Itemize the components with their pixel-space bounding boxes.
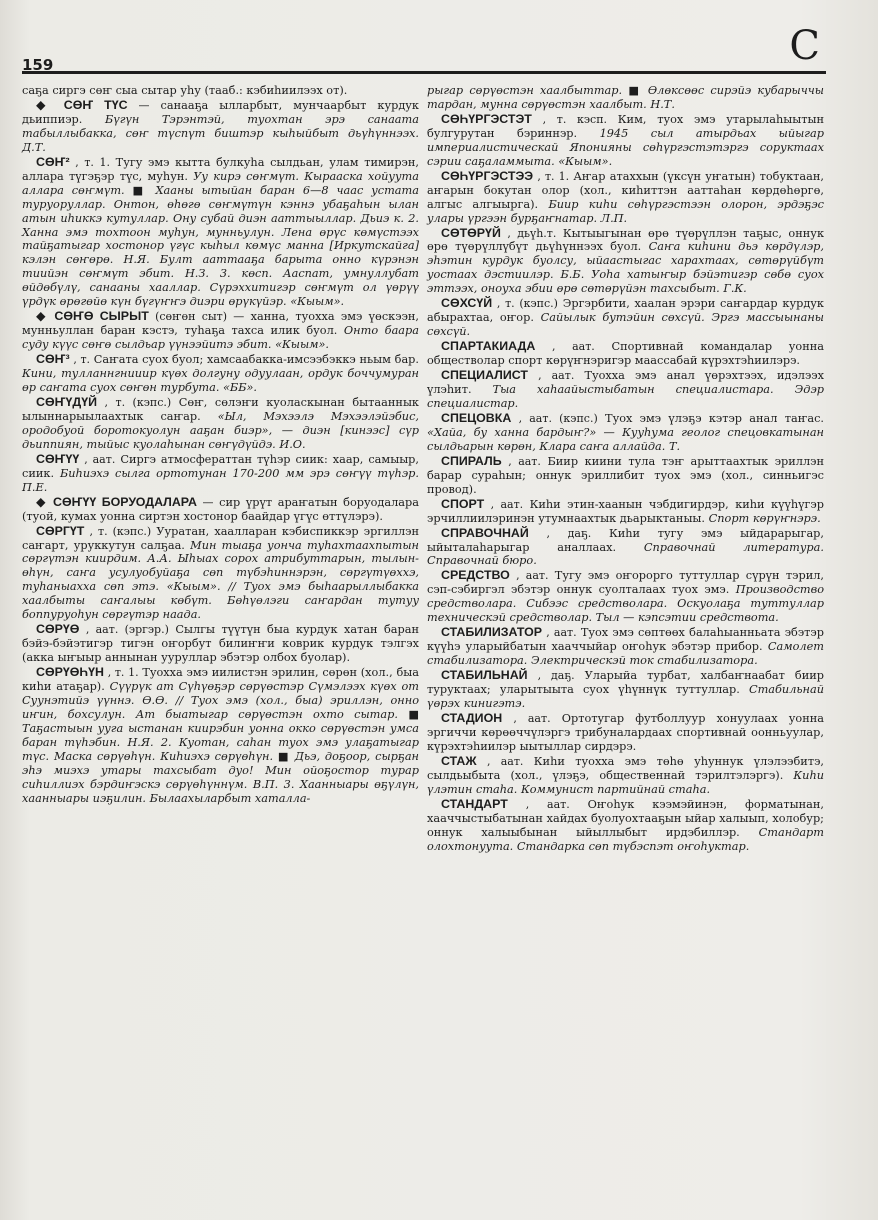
entry-definition: Ууратан, хаалларан кэбиспиккэр эргиллэн саҥарт, уруккутун салҕаа.: [22, 524, 419, 552]
dictionary-entry: [427, 498, 824, 526]
entry-definition: Уларыйа турбат, халбаҥнаабат биир туруктаах; уларытыыта суох үһүннүк туттуллар.: [427, 669, 825, 697]
entry-definition: Оҥоһук кээмэйинэн, форматынан, хааччыстыбатынан хайдах буолуохтааҕын ыйар халыып, холобур; оннук халыыбынан ыйыллыбыт ирдэбиллэр.: [427, 797, 825, 839]
entry-example: Тыа хаһаайыстыбатын специалистара. Эдэр специалистар.: [427, 383, 825, 410]
entry-headword: СӨҤҮДҮЙ: [36, 394, 97, 409]
entry-example: Биһиэхэ сылга ортотунан 170-200 мм эрэ сөҥүү түһэр. П.Е.: [22, 466, 419, 494]
entry-grammar: , т.: [73, 353, 91, 367]
entry-definition: Сөҥ, сөлэҥи куоласкынан бытааннык ылыннарыылаахтык саҥар.: [22, 395, 419, 423]
dictionary-entry: [427, 369, 824, 411]
entry-definition: Туох эмэ үлэҕэ кэтэр анал таҥас.: [605, 411, 825, 425]
entry-headword: СТАЖ: [441, 753, 477, 768]
entry-definition: Саҥата суох буол; хамсаабакка-имсээбэккэ ньым бар.: [93, 353, 420, 367]
dictionary-entry: [22, 453, 419, 495]
entry-example: Биир киһи сөһүргэстээн олорон, эрдэҕэс улары үргээн бурҕаҥнатар. Л.П.: [427, 197, 824, 225]
entry-example: Сүүрүк ат Сүһүөҕэр сөрүөстэр Сүмэлээх күөх от Суунэтийэ үүннэ. Ө.Ө. // Туох эмэ (хол., быа) эриллэн, онно иҥин, бохсулун. Ат быатыгар сөрүөстэн охто сытар. ■ Таҕастыын ууга ыстанан киирэбин уонна окко сөрүөстэн умса баран түһэбин. Н.Я. 2. Куотан, саһан туох эмэ улаҕатыгар түс. Маска сөрүөһүн. Киһиэхэ сөрүөһүн. ■ Дьэ, доҕоор, сырҕан эһэ миэхэ утары тахсыбат дуо! Мин ойоҕостор турар сиһиллиэх бэрдиҥэскэ сөрүөһүннүм. В.П. 3. Хаанныары өҕүлүн, хаанныары иэҕилин. Былаахыларбыт хаталла-: [22, 680, 419, 805]
entry-grammar: , т. кэсп.: [542, 112, 608, 126]
entry-example: Бүгүн Тэрэнтэй, туохтан эрэ санаата табыллыбакка, сөҥ түспүт биштэр кыһыйбыт дьүһүннээх. Д.Т.: [22, 112, 419, 154]
entry-example: Кини, тулланнгнииир күөх долгуну одуулаан, ордук боччумуран өр саҥата суох сөҥөн турбута. «ББ».: [22, 367, 419, 395]
dictionary-entry: [22, 396, 419, 452]
entry-grammar: , т. 1.: [75, 155, 110, 169]
entry-headword: СӨҤҮҮ: [36, 451, 80, 466]
entry-grammar: , аат. (кэпс.): [518, 411, 598, 425]
entry-grammar: (сөҥөн сыт) —: [155, 310, 245, 324]
entry-headword: СТАНДАРТ: [441, 796, 508, 811]
entry-definition: Туохха эмэ иилистэн эрилин, сөрөн (хол., быа киһи атаҕар).: [22, 666, 419, 694]
entry-grammar: , т. 1.: [107, 666, 139, 680]
dictionary-entry: [22, 353, 419, 395]
entry-grammar: , аат.: [486, 754, 524, 768]
entry-grammar: , аат. (эргэр.): [85, 623, 169, 637]
entry-grammar: —: [202, 495, 214, 509]
entry-definition: ханна, туохха эмэ үөскээн, мунньуллан баран кэстэ, туһаҕа тахса илик буол.: [22, 310, 420, 338]
entry-definition: Аҥар атаххын (үксүн уҥатын) тобуктаан, аҥарын бокутан олор (хол., киһиттэн ааттаһан көрдөһөргө, алгыс алгыырга).: [427, 169, 825, 211]
entry-headword: СПЕЦОВКА: [441, 410, 512, 425]
entry-headword: СӨҤ²: [36, 154, 70, 169]
entry-example: Спорт көрүҥнэрэ.: [708, 511, 821, 525]
page-number: 159: [22, 56, 54, 74]
section-letter: С: [789, 23, 820, 69]
dictionary-entry: [22, 84, 419, 98]
dictionary-entry: [22, 496, 419, 524]
dictionary-entry: [427, 712, 824, 754]
entry-headword: ◆ СӨҤ ТҮС: [36, 97, 128, 112]
entry-headword: СӨТӨРҮЙ: [441, 225, 501, 240]
dictionary-entry: [427, 755, 824, 797]
entry-example: Саҥа киһини дьэ көрдүлэр, эһэтин курдук буолсу, ыйааcтыгас харахтаах, сөтөрүйбүт уостаах дэстиилэр. Б.Б. Уоһа хатыҥыр бэйэтигэр сөбө суох эттээх, оноуха эбии өрө сөтөрүйэн тахсыбыт. Г.К.: [427, 240, 824, 296]
entry-headword: ◆ СӨҤҮҮ БОРУОДАЛАРА: [36, 494, 197, 509]
entry-grammar: , аат.: [525, 797, 570, 811]
entry-definition: санааҕа ылларбыт, мунчаарбыт курдук дьиппиэр.: [22, 98, 419, 126]
entry-headword: СПОРТ: [441, 496, 485, 511]
entry-grammar: , аат.: [84, 452, 116, 466]
entry-grammar: , т. 1.: [537, 169, 570, 183]
entry-definition: Киһи тугу эмэ ыйдарарыгар, ыйыталаһарыгар аналлаах.: [427, 526, 824, 554]
entry-grammar: —: [138, 98, 150, 112]
entry-definition: Эргэрбити, хаалан эрэри саҥардар курдук абырахтаа, оҥор.: [427, 297, 824, 325]
entry-headword: СПЕЦИАЛИСТ: [441, 368, 528, 383]
dictionary-entry: [427, 340, 824, 368]
entry-grammar: , аат.: [513, 711, 551, 725]
dictionary-entry: [427, 626, 824, 668]
left-column: [22, 84, 419, 807]
entry-grammar: , аат.: [490, 497, 524, 511]
entry-example: Уу кирэ сөҥмүт. Кырааска хойуута аллара сөҥмүт. ■ Хааны ытыйан баран 6—8 чаас устата туруоруллар. Онтон, өһөгө сөҥмүтүн кэннэ убаҕаһын ылан атын иһиккэ кутуллар. Ону субай диэн ааттыыллар. Дьиэ к. 2. Ханна эмэ тохтоон муһун, мунньулун. Лена өрүс көмүстээх тайҕатыгар хостонор үгүс кыһыл көмүс манна [Иркутскайга] кэлэн сөҥөрө. Н.Я. Булт ааттааҕа барыта онно күрэнэн тиийэн сөҥмүт эбит. Н.З. 3. көсп. Ааспат, умнуллубат өйдөбүлү, санааны хааллар. Сүрэххитигэр сөҥмүт ол үөрүү үрдүк өрөгөйө күн бүгүҥҥэ диэри өрүкүйэр. «Кыым».: [22, 169, 419, 309]
entry-definition: Кытыыгынан өрө түөрүллэн таҕыс, оннук өрө түөрүллүбүт дьүһүннээх буол.: [427, 226, 824, 254]
entry-headword: СӨҺҮРГЭСТЭЭ: [441, 168, 534, 183]
entry-example: Стабильнай үөрэх кинигэтэ.: [427, 683, 824, 710]
entry-grammar: , даҕ.: [537, 669, 575, 683]
dictionary-entry: [427, 113, 824, 169]
entry-grammar: , аат.: [508, 454, 541, 468]
entry-definition: Киһи туохха эмэ төһө уһуннук үлэлээбитэ, сылдьыбыта (хол., үлэҕэ, общественнай тэрилтэлэргэ).: [427, 754, 824, 782]
entry-definition: Сиргэ атмосфераттан түһэр сиик: хаар, самыыр, сиик.: [22, 452, 420, 480]
entry-grammar: , т. (кэпс.): [89, 524, 152, 538]
entry-example: Справочнай литература. Справочнай бюро.: [427, 540, 824, 568]
entry-definition: Биир киини тула тэҥ арыттаахтык эриллэн барар сураһын; оннук эриллибит туох эмэ (хол., синньигэс провод).: [427, 454, 824, 496]
entry-grammar: , т. (кэпс.): [104, 395, 172, 409]
entry-definition: Киһи этин-хаанын чэбдигирдэр, киһи күүһүгэр эрчиллиилэринэн утумнаахтык дьарыктаныы.: [427, 497, 824, 525]
entry-definition: Туохха эмэ анал үөрэхтээх, идэлээх үлэһит.: [427, 369, 824, 397]
entry-headword: СӨРҮӨ: [36, 622, 80, 637]
entry-example: «Ыл, Мэхээлэ Мэхээлэйэбис, ородобуой боротокуолун ааҕан биэр», — диэн [кинээс] сүр дьиппиян, тыйыс куолаһынан сөҥүдүйдэ. И.О.: [22, 409, 419, 451]
entry-headword: СПРАВОЧНАЙ: [441, 525, 529, 540]
dictionary-entry: [22, 310, 419, 352]
dictionary-entry: [427, 455, 824, 497]
dictionary-entry: [22, 156, 419, 309]
entry-grammar: , дьүһ.т.: [507, 226, 557, 240]
entry-example: Самолет стабилизатора. Электрическэй ток стабилизатора.: [427, 640, 824, 668]
dictionary-entry: [22, 525, 419, 623]
right-column: [427, 84, 824, 854]
entry-headword: СӨҤ³: [36, 352, 70, 367]
entry-definition: Ким, туох эмэ утарылаһыытын булгурутан бэриннэр.: [427, 112, 824, 140]
dictionary-entry: [427, 669, 824, 711]
entry-headword: СӨҺҮРГЭСТЭТ: [441, 111, 532, 126]
entry-definition: саҕа сиргэ сөҥ сыа сытар уһу (тааб.: кэбиһиилээх от).: [22, 84, 348, 97]
entry-example: рыгар сөрүөстэн хаалбыттар. ■ Өлөксөөс сирэйэ кубарыччы тардан, мунна сөрүөстэн хаалбыт. Н.Т.: [427, 84, 824, 111]
entry-definition: Тугу эмэ кытта булкуһа сылдьан, улам тимирэн, аллара түгэҕэр түс, муһун.: [22, 155, 419, 183]
dictionary-entry: [427, 798, 824, 854]
entry-definition: Ортотугар футболлуур хонуулаах уонна эргиччи көрөөччүлэргэ трибуналардаах спортивнай оонньуулар, күрэхтэһиилэр ыытыллар сирдэрэ.: [427, 711, 824, 753]
entry-grammar: , аат.: [546, 626, 577, 640]
dictionary-entry: [427, 297, 824, 339]
dictionary-entry: [22, 666, 419, 806]
dictionary-entry: [22, 623, 419, 665]
entry-headword: СПАРТАКИАДА: [441, 339, 536, 354]
entry-example: Стандарт олохтонуута. Стандарка сөп түбэспэт оҥоһуктар.: [427, 825, 824, 853]
entry-headword: СРЕДСТВО: [441, 568, 510, 583]
entry-definition: сир үрүт араҥатын боруодалара (туой, кумах уонна сиртэн хостонор баайдар үгүс өттүлэрэ).: [22, 495, 419, 523]
entry-headword: СӨРГҮТ: [36, 523, 85, 538]
entry-definition: Тугу эмэ оҥорорго туттуллар сүрүн тэрил, сэп-сэбиргэл эбэтэр оннук суолталаах туох эмэ.: [427, 569, 824, 597]
entry-headword: СӨХСҮЙ: [441, 296, 493, 311]
dictionary-entry: [427, 227, 824, 297]
entry-example: Киһи үлэтин стаһа. Коммунист партийнай стаһа.: [427, 768, 824, 796]
entry-grammar: , аат.: [552, 340, 595, 354]
entry-example: Сайылык бутэйин сөхсүй. Эргэ массыынаны сөхсүй.: [427, 311, 824, 339]
dictionary-entry: [427, 527, 824, 569]
entry-headword: ◆ СӨҤӨ СЫРЫТ: [36, 309, 149, 324]
entry-headword: СӨРҮӨҺҮН: [36, 665, 104, 680]
dictionary-entry: [427, 170, 824, 226]
header-rule: [22, 71, 826, 74]
entry-grammar: , аат.: [538, 369, 575, 383]
entry-example: Производство средстволара. Сибээс средстволара. Оскуолаҕа туттуллар техническэй средстволар. Тыл — кэпсэтии средствота.: [427, 583, 824, 625]
entry-definition: Спортивнай командалар уонна обществолар спорт көрүҥнэригэр маассабай күрэхтэһиилэрэ.: [427, 340, 825, 368]
entry-example: Мин тыаҕа уончa туһахтаахпытын сөргүтэн кииpдим. А.А. Ыһыах сорох атрибуттарын, тылын-өһүн, саҥа усулуобуйаҕа сөп түбэһиннэрэн, сөргүтүөххэ, туһаныахха сөп этэ. «Кыым». // Туох эмэ быһаарыллыбакка хаалбыты саҥалыы көбүт. Бөһүөлэги саҥардан тутуу боппуруоһун сөргүтэр наада.: [22, 538, 419, 622]
entry-headword: СПИРАЛЬ: [441, 453, 502, 468]
entry-example: «Хайа, бу ханна бардыҥ?» — Кууһума геолог спецовкатынан сылдьарын көрөн, Клара саҥа аллайда. Т.: [427, 425, 824, 453]
dictionary-entry: [427, 84, 824, 112]
entry-definition: Сылгы түүтүн быа курдук хатан баран бэйэ-бэйэтигэр тигэн оҥорбут билиҥҥи коврик курдук тэлгэх (акка ыҥыыр аннынан ууруллар эбэтэр олбох буолар).: [22, 623, 420, 665]
entry-headword: СТАБИЛИЗАТОР: [441, 625, 543, 640]
entry-grammar: , аат.: [516, 569, 549, 583]
entry-grammar: , т. (кэпс.): [496, 297, 558, 311]
entry-headword: СТАДИОН: [441, 710, 503, 725]
entry-definition: Туох эмэ сөптөөх балаһыанньата эбэтэр күүһэ уларыйбатын хааччыйар оҥоһук эбэтэр прибор.: [427, 626, 824, 654]
dictionary-entry: [427, 412, 824, 454]
dictionary-entry: [427, 569, 824, 625]
entry-example: Онто баара суду күүс сөҥө сылдьар үүнээйитэ эбит. «Кыым».: [22, 324, 420, 352]
entry-headword: СТАБИЛЬНАЙ: [441, 668, 528, 683]
entry-example: 1945 сыл атырдьах ыйыгар империалистическай Японияны сөһүргэстэтэргэ соруктаах сэрии саҕаламмыта. «Кыым».: [427, 126, 824, 168]
dictionary-entry: [22, 99, 419, 155]
entry-grammar: , даҕ.: [546, 526, 592, 540]
